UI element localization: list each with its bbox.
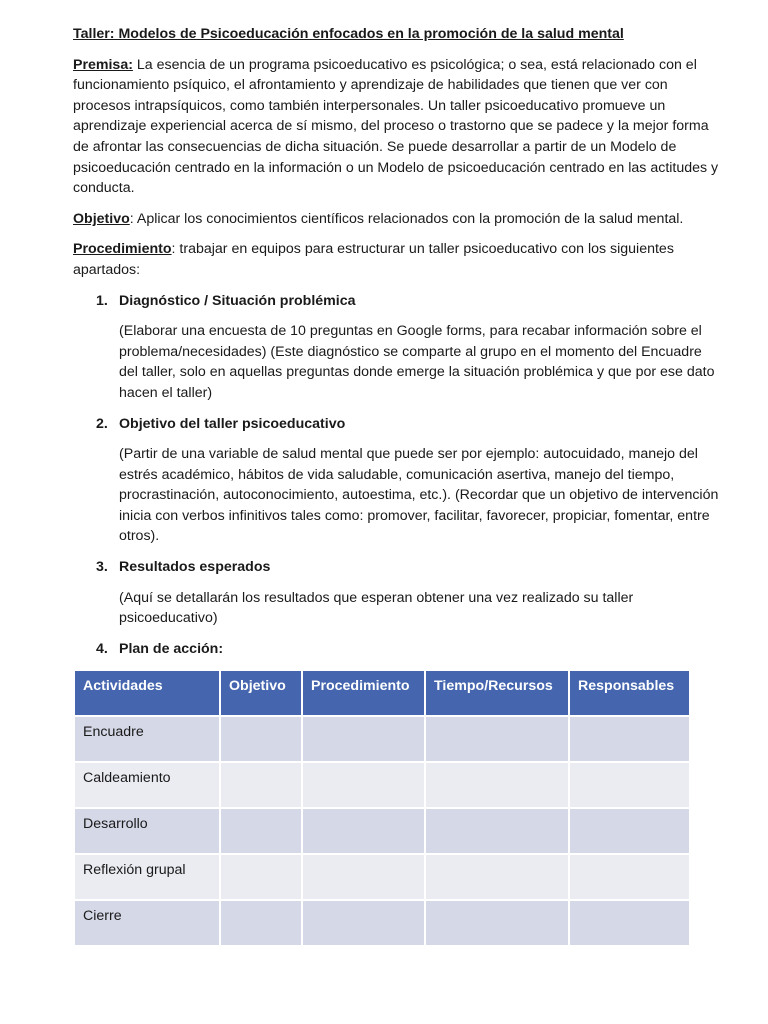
section-body: (Aquí se detallarán los resultados que esperan obtener una vez realizado su taller psicoeducativo) — [119, 589, 634, 627]
empty-cell — [303, 763, 424, 807]
empty-cell — [426, 901, 568, 945]
section-heading — [73, 639, 721, 660]
empty-cell — [221, 717, 301, 761]
section-title: Objetivo del taller psicoeducativo — [119, 415, 346, 432]
table-header-row — [75, 671, 689, 715]
procedimiento-text: : trabajar en equipos para estructurar un taller psicoeducativo con los siguientes apartados: — [73, 241, 674, 278]
section-body: (Partir de una variable de salud mental que puede ser por ejemplo: autocuidado, manejo del estrés académico, hábitos de vida saludable, comunicación asertiva, manejo del tiempo, procrastinación, autoconocimiento, autoestima, etc.). (Recordar que un objetivo de intervención inicia con verbos infinitivos tales como: promover, facilitar, favorecer, propiciar, fomentar, entre otros). — [119, 446, 719, 545]
empty-cell — [570, 717, 689, 761]
section-item — [73, 291, 721, 404]
procedimiento-paragraph — [73, 239, 721, 280]
sections-list — [73, 291, 721, 660]
header-procedimiento: Procedimiento — [303, 671, 424, 715]
empty-cell — [221, 855, 301, 899]
premisa-paragraph — [73, 55, 721, 199]
empty-cell — [570, 809, 689, 853]
section-number: 4. — [96, 640, 108, 657]
activity-cell: Desarrollo — [75, 809, 219, 853]
activity-cell: Reflexión grupal — [75, 855, 219, 899]
objetivo-label: Objetivo — [73, 210, 130, 227]
section-number: 2. — [96, 415, 108, 432]
section-heading — [73, 557, 721, 578]
section-title: Resultados esperados — [119, 559, 271, 576]
section-item — [73, 639, 721, 660]
section-item — [73, 414, 721, 548]
table-row — [75, 717, 689, 761]
activity-cell: Caldeamiento — [75, 763, 219, 807]
empty-cell — [426, 763, 568, 807]
document-page — [73, 24, 721, 947]
empty-cell — [426, 855, 568, 899]
table-row — [75, 763, 689, 807]
premisa-text: La esencia de un programa psicoeducativo es psicológica; o sea, está relacionado con el funcionamiento psíquico, el afrontamiento y aprendizaje de habilidades que tienen que ver con procesos intrapsíquicos, como también interpersonales. Un taller psicoeducativo promueve un aprendizaje experiencial acerca de sí mismo, del proceso o trastorno que se padece y la mejor forma de afrontar las consecuencias de dicha situación. Se puede desarrollar a partir de un Modelo de psicoeducación centrado en la información o un Modelo de psicoeducación centrado en las actitudes y conducta. — [73, 56, 719, 197]
empty-cell — [221, 901, 301, 945]
section-heading — [73, 414, 721, 435]
empty-cell — [221, 763, 301, 807]
procedimiento-label: Procedimiento — [73, 241, 172, 258]
empty-cell — [570, 901, 689, 945]
section-body: (Elaborar una encuesta de 10 preguntas en Google forms, para recabar información sobre el problema/necesidades) (Este diagnóstico se comparte al grupo en el momento del Encuadre del taller, solo en aquellas preguntas donde emerge la situación problémica y que por ese dato hacen el taller) — [119, 323, 715, 401]
empty-cell — [570, 763, 689, 807]
section-number: 1. — [96, 292, 108, 309]
empty-cell — [303, 809, 424, 853]
empty-cell — [303, 901, 424, 945]
table-row — [75, 855, 689, 899]
document-title: Taller: Modelos de Psicoeducación enfocados en la promoción de la salud mental — [73, 26, 624, 42]
section-heading — [73, 291, 721, 312]
empty-cell — [221, 809, 301, 853]
empty-cell — [570, 855, 689, 899]
objetivo-paragraph — [73, 209, 721, 230]
header-objetivo: Objetivo — [221, 671, 301, 715]
empty-cell — [303, 855, 424, 899]
empty-cell — [426, 809, 568, 853]
header-responsables: Responsables — [570, 671, 689, 715]
empty-cell — [303, 717, 424, 761]
table-row — [75, 901, 689, 945]
section-title: Plan de acción: — [119, 640, 224, 657]
header-actividades: Actividades — [75, 671, 219, 715]
activity-cell: Encuadre — [75, 717, 219, 761]
section-number: 3. — [96, 559, 108, 576]
premisa-label: Premisa: — [73, 56, 133, 73]
table-row — [75, 809, 689, 853]
header-tiempo-recursos: Tiempo/Recursos — [426, 671, 568, 715]
objetivo-text: : Aplicar los conocimientos científicos relacionados con la promoción de la salud mental. — [129, 210, 684, 227]
section-title: Diagnóstico / Situación problémica — [119, 292, 356, 309]
empty-cell — [426, 717, 568, 761]
action-plan-table — [73, 669, 691, 947]
activity-cell: Cierre — [75, 901, 219, 945]
section-item — [73, 557, 721, 629]
